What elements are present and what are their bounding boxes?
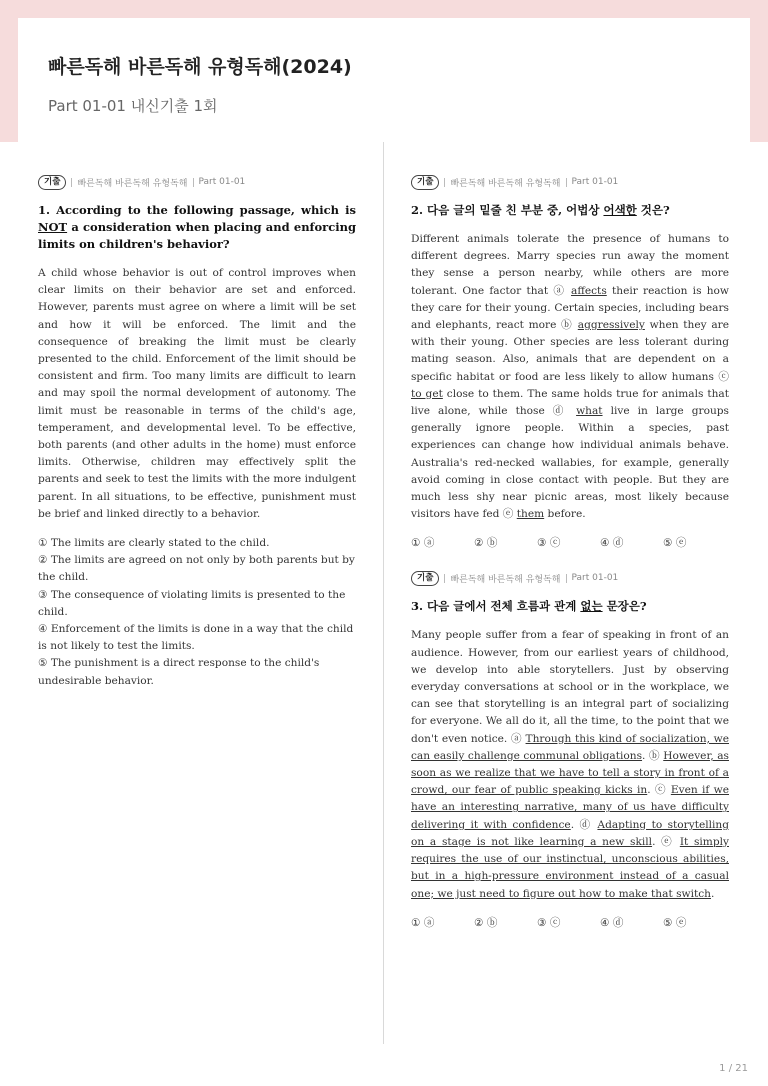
book-label: 빠른독해 바른독해 유형독해 [450,574,561,585]
underlined-e: It simply requires the use of our instinctual, unconscious abilities, but in a high-pressure environment instead of a casual one; we just need to figure out how to make that switch [411,835,729,900]
question-meta [411,174,729,190]
separator [566,574,567,583]
passage-text: before. [544,508,586,521]
exam-tag: 기출 [38,175,66,190]
left-column [38,174,356,690]
choice-4[interactable]: ④ ⓓ [600,916,624,929]
passage-text: live in large groups generally ignore people. Within a species, past experiences can change how individual animals behave. Australia's red-necked wallabies, for example, generally avoid coming in close contact with people. But they are much less shy near picnic areas, most likely because visitors have fed ⓔ [411,405,729,521]
passage-text: close to them. The same holds true for animals that live alone, while those ⓓ [411,387,729,418]
underlined-d: Adapting to storytelling on a stage is not like learning a new skill [411,818,729,848]
question-2-title [411,202,729,219]
title-emphasis: 어색한 [603,203,637,217]
part-label: Part 01-01 [571,573,619,584]
column-divider [383,142,384,1044]
title-text: 것은? [636,203,670,217]
choice-1[interactable]: ① ⓐ [411,537,435,550]
question-3-choices [411,915,729,930]
underlined-d: what [576,405,603,418]
choice-4[interactable]: ④ ⓓ [600,537,624,550]
separator [193,178,194,187]
passage-text: . [710,887,715,900]
question-1-choices [38,535,356,690]
separator [444,574,445,583]
passage-text: their reaction is how they care for their young. Certain species, including bears and elephants, react more ⓑ [411,284,729,332]
separator [71,178,72,187]
separator [444,178,445,187]
page-number: 1 / 21 [719,1063,748,1074]
title-emphasis: 없는 [580,599,603,614]
question-2-passage [411,231,729,523]
title-text: 3. 다음 글에서 전체 흐름과 관계 [411,599,581,614]
choice-1[interactable]: ① ⓐ [411,916,435,929]
part-label: Part 01-01 [571,177,619,187]
part-label: Part 01-01 [198,177,246,187]
title-text: a consideration when placing and enforcing limits on children's behavior? [38,220,356,251]
title-text: 1. According to the following passage, which is [38,203,356,217]
book-label: 빠른독해 바른독해 유형독해 [450,178,561,189]
passage-text: when they are with their young. Other species are less tolerant during mating season. Also, animals that are dependent on a specific habitat or food are less likely to allow humans ⓒ [411,319,729,383]
underlined-b: However, as soon as we realize that we have to tell a story in front of a crowd, our fear of public speaking kicks in [411,749,729,797]
page-title: 빠른독해 바른독해 유형독해(2024) [48,56,352,78]
underlined-a: Through this kind of socialization, we can easily challenge communal obligations [411,732,729,762]
title-emphasis: NOT [38,220,68,234]
choice-2[interactable]: ② ⓑ [474,916,498,929]
underlined-a: affects [571,284,607,297]
choice-3[interactable]: ③ The consequence of violating limits is presented to the child. [38,588,346,618]
passage-text: . ⓑ [642,749,664,762]
question-meta [38,174,356,190]
title-text: 2. 다음 글의 밑줄 친 부분 중, 어법상 [411,203,604,217]
choice-1[interactable]: ① The limits are clearly stated to the child. [38,537,270,550]
choice-4[interactable]: ④ Enforcement of the limits is done in a way that the child is not likely to test the limits. [38,623,354,653]
underlined-b: aggressively [577,319,645,332]
choice-3[interactable]: ③ ⓒ [537,537,561,550]
question-2-choices [411,535,729,550]
passage-text: Different animals tolerate the presence of humans to different degrees. Marry species run away the moment they sense a person nearby, while others are more tolerant. One factor that ⓐ [411,233,729,297]
choice-2[interactable]: ② ⓑ [474,537,498,550]
separator [566,178,567,187]
question-3-passage [411,627,729,902]
underlined-e: them [516,508,545,521]
exam-tag: 기출 [411,175,439,190]
passage-text: . ⓔ [652,835,680,848]
choice-5[interactable]: ⑤ ⓔ [663,537,687,550]
page-subtitle: Part 01-01 내신기출 1회 [48,97,218,115]
question-3-title [411,598,729,615]
underlined-c: Even if we have an interesting narrative, many of us have difficulty delivering it with confidence [411,784,729,831]
question-meta [411,570,729,586]
right-column [411,174,729,930]
choice-5[interactable]: ⑤ ⓔ [663,916,687,929]
spacer [411,550,729,570]
exam-tag: 기출 [411,571,439,586]
book-label: 빠른독해 바른독해 유형독해 [77,178,188,189]
question-1-title [38,202,356,253]
page-header [18,18,750,142]
passage-text: . ⓒ [647,784,671,797]
title-text: 문장은? [602,599,647,614]
choice-5[interactable]: ⑤ The punishment is a direct response to the child's undesirable behavior. [38,657,320,687]
underlined-c: to get [411,387,443,400]
passage-text: . ⓓ [570,818,598,831]
question-1-passage: A child whose behavior is out of control improves when clear limits on their behavior are set and enforced. However, parents must agree on where a limit will be set and how it will be enforced. The limit and the consequence of breaking the limit must be clearly presented to the child. Enforcement of the limit should be consistent and firm. Too many limits are difficult to learn and may spoil the normal development of autonomy. The limit must be reasonable in terms of the child's age, temperament, and developmental level. To be effective, both parents (and other adults in the home) must enforce limits. Otherwise, children may effectively split the parents and seek to test the limits with the more indulgent parent. In all situations, to be effective, punishment must be brief and linked directly to a behavior. [38,267,356,520]
choice-2[interactable]: ② The limits are agreed on not only by both parents but by the child. [38,554,355,584]
choice-3[interactable]: ③ ⓒ [537,916,561,929]
passage-text: Many people suffer from a fear of speaking in front of an audience. However, from our earliest years of childhood, we develop into able storytellers. Just by observing everyday conversations at school or in the workplace, we can see that storytelling is an integral part of socializing for everyone. We all do it, all the time, to the point that we don't even notice. ⓐ [411,629,729,745]
